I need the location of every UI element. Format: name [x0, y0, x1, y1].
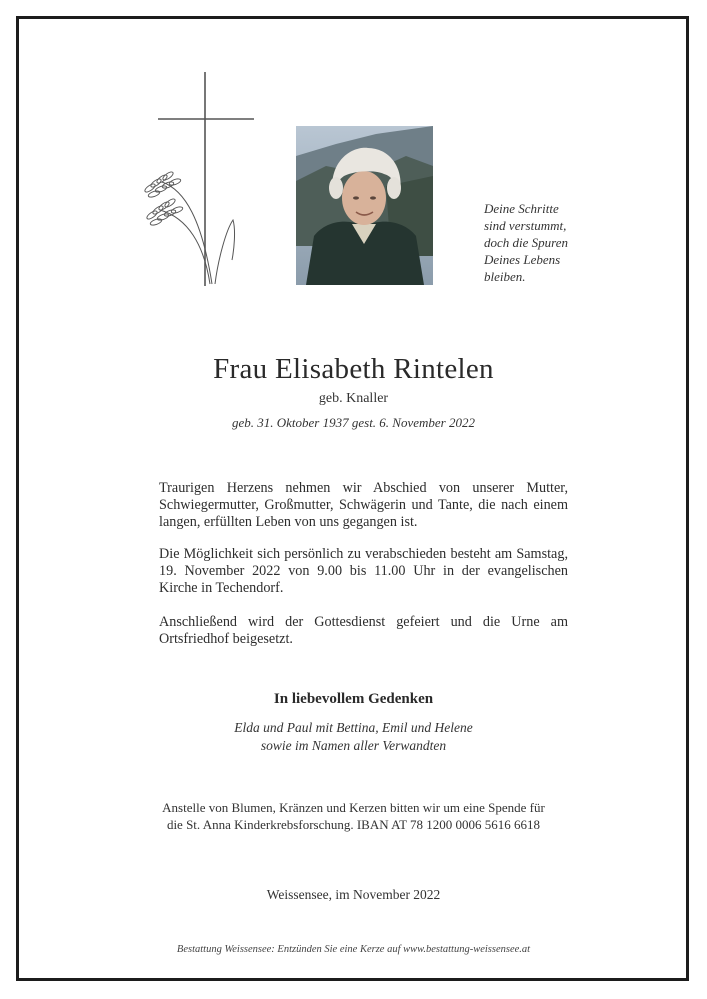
place-and-date: Weissensee, im November 2022: [266, 887, 441, 902]
quote-line: doch die Spuren: [484, 235, 568, 250]
farewell-paragraph: Traurigen Herzens nehmen wir Abschied von unserer Mutter, Schwiegermutter, Großmutter, Schwägerin und Tante, die nach einem langen, erfüllten Leben von uns gegangen ist.: [159, 480, 568, 530]
life-dates: geb. 31. Oktober 1937 gest. 6. November 2022: [232, 415, 475, 430]
cross-with-wheat-icon: [140, 70, 260, 290]
birth-name: geb. Knaller: [318, 391, 389, 406]
funeral-home-footer: Bestattung Weissensee: Entzünden Sie eine Kerze auf www.bestattung-weissensee.at: [176, 944, 531, 955]
viewing-paragraph: Die Möglichkeit sich persönlich zu verabschieden besteht am Samstag, 19. November 2022 von 9.00 bis 11.00 Uhr in der evangelischen Kirche in Techendorf.: [159, 546, 568, 596]
deceased-name: Frau Elisabeth Rintelen: [213, 353, 494, 385]
quote-line: Deines Lebens: [484, 252, 561, 267]
donation-line: Anstelle von Blumen, Kränzen und Kerzen bitten wir um eine Spende für: [162, 800, 545, 815]
donation-line: die St. Anna Kinderkrebsforschung. IBAN AT 78 1200 0006 5616 6618: [166, 817, 541, 832]
mourners-line: sowie im Namen aller Verwandten: [260, 738, 447, 753]
memorial-quote: [484, 200, 604, 285]
portrait-photo: [296, 126, 433, 285]
mourners-line: Elda und Paul mit Bettina, Emil und Helene: [234, 720, 473, 735]
quote-line: Deine Schritte: [484, 201, 559, 216]
donation-request: [0, 799, 707, 833]
memory-heading: In liebevollem Gedenken: [273, 691, 434, 707]
mourners-list: [0, 719, 707, 755]
quote-line: sind verstummt,: [484, 218, 567, 233]
quote-line: bleiben.: [484, 269, 526, 284]
burial-paragraph: Anschließend wird der Gottesdienst gefeiert und die Urne am Ortsfriedhof beigesetzt.: [159, 614, 568, 647]
